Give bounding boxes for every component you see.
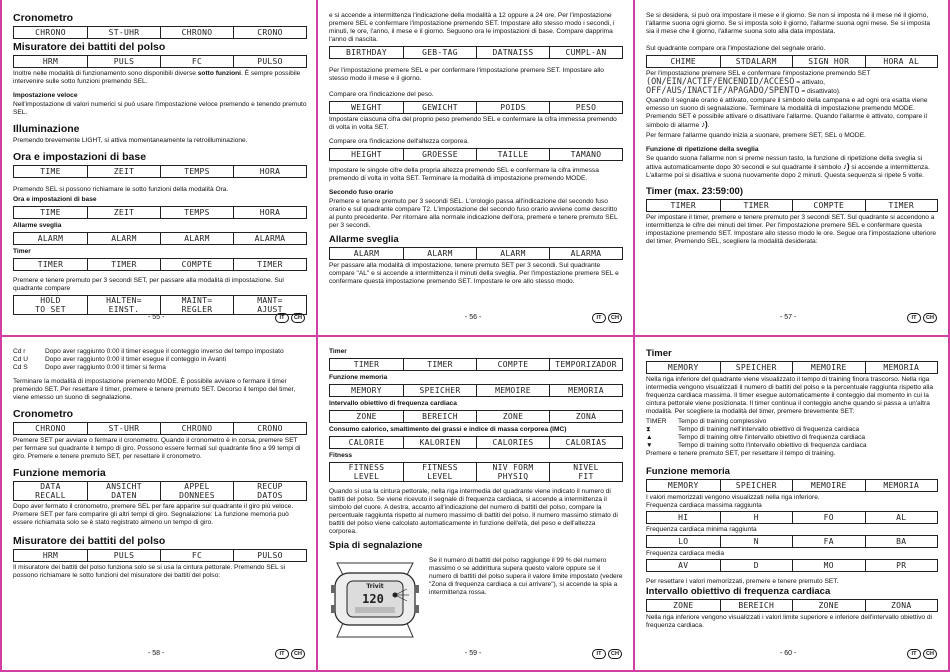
page-number: - 57 - (780, 314, 797, 321)
watch-digits: 120 (362, 592, 384, 606)
lcd-inline-text: (ON/EIN/ACTIF/ENCENDID/ACCESO (646, 77, 795, 87)
body-text: Per l'impostazione premere SEL e confermare l'impostazione premendo SET (646, 70, 871, 77)
page-number: - 56 - (465, 314, 482, 321)
language-badge: IT CH (907, 649, 937, 659)
page-55 (13, 12, 307, 317)
watch-button (415, 605, 419, 613)
lcd-display: CHRONO ST-UHR CHRONO CRONO (13, 26, 307, 39)
lcd-display: HOLD TO SET HALTEN= EINST. MAINT= REGLER MANT= AJUST (13, 295, 307, 315)
section-title: Funzione memoria (646, 466, 730, 477)
list-item: Cd r Dopo aver raggiunto 0:00 il timer esegue il conteggio inverso del tempo impostato (13, 348, 284, 355)
page-58 (13, 348, 307, 582)
definition-list (13, 348, 307, 372)
section-title: Timer (max. 23:59:00) (646, 186, 743, 197)
body-text: Frequenza cardiaca minima raggiunta (646, 526, 757, 533)
lcd-display: ZONE BEREICH ZONE ZONA (329, 410, 623, 423)
lcd-display: CHRONO ST-UHR CHRONO CRONO (13, 422, 307, 435)
page-57: Se si desidera, si può ora impostare il mese e il giorno. Se non si imposta né il mese né il giorno, l'allarme suona ogni giorno. Se si imposta solo il giorno, l'allarme suona ogni mese. Se si imposta sia il mese che il giorno, l'allarme suona solo alla data impostata. Sul quadrante compare ora l'impostazione del segnale orario. CHIME STDALARM SIGN HOR HORA AL Per l'impostazione premere SEL e confermare l'impostazione premendo SET (ON/EIN/ACTIF/ENCENDID/ACCESO = attivato, OFF/AUS/INACTIF/APAGADO/SPENTO = disattivato). Quando il segnale orario è attivato, compare il simbolo della campana e ad ogni ora esatta viene emesso un suono di segnalazione. Terminare la modalità di impostazione premendo MODE. Premendo SET è possibile attivare o disattivare l'allarme. Quando l'allarme è attivato, compare il simbolo di allarme ♪). Per fermare l'allarme quando inizia a suonare, premere SET, SEL o MODE. Funzione di ripetizione della sveglia Se quando suona l'allarme non si preme nessun tasto, la funzione di ripetizione della sveglia si attiva automaticamente dopo 30 secondi e sul quadrante il simbolo ♪) si accende a intermittenza. L'allarme poi si disattiva e suona nuovamente dopo 2 minuti. Questa sequenza si ripete 5 volte. Timer (max. 23:59:00) TIMER TIMER COMPTE TIMER Per impostare il timer, premere e tenere premuto per 3 secondi SET. Sul quadrante si accendono a intermittenza le cifre dei minuti del timer. Per l'impostazione premere SEL e confermare questa impostazione premendo SET. Impostare allo stesso modo le ore. Segue ora l'impostazione ulteriore del timer. Premendo SEL, scegliere la modalità desiderata: (646, 12, 937, 245)
body-text: Se il numero di battiti del polso raggiunge il 99 % del numero massimo o se addirittura supera questo valore oppure se il numero di battiti del polso supera il valore limite impostato (vedere "Zona di frequenza cardiaca a cui arrivare"), si accende la spia a intermittenza rossa. (429, 557, 623, 596)
body-text: Per resettare i valori memorizzati, premere e tenere premuto SET. (646, 578, 839, 585)
page-60 (646, 348, 938, 632)
page-number: - 55 - (148, 314, 165, 321)
lcd-display: TIME ZEIT TEMPS HORA (13, 165, 307, 178)
subsection-title: Timer (329, 348, 347, 355)
section-title: Allarme sveglia (329, 234, 399, 245)
page-number: - 58 - (148, 650, 165, 657)
list-item: ▼ Tempo di training sotto l'intervallo obiettivo di frequenza cardiaca (646, 442, 867, 449)
lcd-display: HEIGHT GROESSE TAILLE TAMANO (329, 148, 623, 161)
body-text: Dopo aver fermato il cronometro, premere SEL per fare apparire sul quadrante il giro più veloce. Premere SET per fare comparire gli altri tempi di giro. Segnalazione: La funzione memoria può essere richiamata solo se è stato registrato almeno un tempo di giro. (13, 503, 294, 526)
language-badge: IT CH (592, 313, 622, 323)
body-text: Quando il segnale orario è attivato, compare il simbolo della campana e ad ogni ora esatta viene emesso un suono di segnalazione. Terminare la modalità di impostazione premendo MODE. Premendo SET è possibile attivare o disattivare l'allarme. Quando l'allarme è attivato, compare il simbolo di allarme ♪). (646, 97, 928, 129)
page-59 (329, 348, 623, 643)
body-text: Premendo brevemente LIGHT, si attiva momentaneamente la retroilluminazione. (13, 137, 248, 144)
frame-line (0, 335, 950, 337)
body-text: Premendo SEL si possono richiamare le sotto funzioni della modalità Ora. (13, 186, 229, 193)
subsection-title: Impostazione veloce (13, 92, 78, 99)
alarm-icon: ♪) (700, 120, 708, 129)
section-title: Funzione memoria (13, 467, 106, 479)
body-text: Premere e tenere premuto per 3 secondi SEL. L'orologio passa all'indicazione del secondo fuso orario e sul quadrante compare T2. L'impostazione del secondo fuso orario avviene come descritto al punto precedente. Per ritornare alla normale indicazione dell'ora, premere e tenere premuto SEL per 3 secondi. (329, 198, 618, 229)
body-text: Premere e tenere premuto SET, per resettare il tempo di training. (646, 450, 836, 457)
list-item: Cd S Dopo aver raggiunto 0:00 il timer si ferma (13, 364, 166, 371)
body-text: Per impostare il timer, premere e tenere premuto per 3 secondi SET. Sul quadrante si accendono a intermittenza le cifre dei minuti del timer. Per l'impostazione premere SEL e confermare questa impostazione premendo SET. Impostare allo stesso modo le ore. Segue ora l'impostazione ulteriore del timer. Premendo SEL, scegliere la modalità desiderata: (646, 214, 937, 245)
lcd-display: MEMORY SPEICHER MEMOIRE MEMORIA (646, 479, 938, 492)
section-title: Cronometro (13, 408, 74, 420)
lcd-display: TIMER TIMER COMPTE TIMER (646, 199, 938, 212)
lcd-display: MEMORY SPEICHER MEMOIRE MEMORIA (646, 361, 938, 374)
alarm-icon: ♪) (842, 162, 850, 171)
body-text: Compare ora l'indicazione del peso. (329, 91, 434, 98)
section-title: Ora e impostazioni di base (13, 151, 147, 163)
section-title: Misuratore dei battiti del polso (13, 535, 166, 547)
body-text: Se quando suona l'allarme non si preme nessun tasto, la funzione di ripetizione della sveglia si attiva automaticamente dopo 30 secondi e sul quadrante il simbolo ♪) si accende a intermittenza. L'allarme poi si disattiva e suona nuovamente dopo 2 minuti. Questa sequenza si ripete 5 volte. (646, 155, 930, 179)
body-text: Impostare le singole cifre della propria altezza premendo SEL e confermare la cifra immessa premendo di volta in volta SET. Terminare la modalità di impostazione premendo MODE. (329, 167, 599, 182)
lcd-display: WEIGHT GEWICHT POIDS PESO (329, 101, 623, 114)
body-text: Per l'impostazione premere SEL e per confermare l'impostazione premere SET. Impostare allo stesso modo il mese e il giorno. (329, 67, 604, 82)
subsection-title: Intervallo obiettivo di frequenza cardiaca (329, 400, 457, 407)
body-text: e si accende a intermittenza l'indicazione della modalità a 12 oppure a 24 ore. Per l'impostazione premere SEL e confermare l'impostazione premendo SET. Impostare allo stesso modo i secondi, i minuti, le ore, l'anno, il mese e il giorno. Seguono ora le impostazioni di base. Compare dapprima l'anno di nascita. (329, 12, 615, 43)
section-title: Timer (646, 348, 672, 359)
body-text: Se si desidera, si può ora impostare il mese e il giorno. Se non si imposta né il mese né il giorno, l'allarme suona ogni giorno. Se si imposta solo il giorno, l'allarme suona ogni mese. Se si imposta sia il mese che il giorno, l'allarme suona solo alla data impostata. (646, 12, 930, 35)
section-title: Cronometro (13, 12, 74, 24)
language-badge: IT CH (275, 649, 305, 659)
list-item: ▲ Tempo di training oltre l'intervallo obiettivo di frequenza cardiaca (646, 434, 866, 441)
body-text: Il misuratore dei battiti del polso funziona solo se si usa la cintura pettorale. Premendo SEL si possono richiamare le sotto funzioni del misuratore dei battiti del polso: (13, 564, 286, 579)
body-text: Frequenza cardiaca massima raggiunta (646, 502, 762, 509)
subsection-title: Timer (13, 248, 31, 255)
watch-button (331, 585, 335, 593)
body-text: Nell'impostazione di valori numerici si può usare l'impostazione veloce premendo e tenendo premuto SEL. (13, 101, 307, 116)
watch-button (415, 585, 419, 593)
lcd-display: TIMER TIMER COMPTE TIMER (13, 258, 307, 271)
lcd-display: ALARM ALARM ALARM ALARMA (13, 232, 307, 245)
body-text: Sul quadrante compare ora l'impostazione del segnale orario. (646, 45, 826, 52)
body-text: Premere e tenere premuto per 3 secondi SET, per passare alla modalità di impostazione. Sul quadrante compare (13, 277, 284, 292)
lcd-display: HI H FO AL (646, 511, 938, 524)
body-text: Impostare ciascuna cifra del proprio peso premendo SEL e confermare la cifra immessa premendo di volta in volta SET. (329, 116, 617, 131)
lcd-display: TIME ZEIT TEMPS HORA (13, 206, 307, 219)
language-badge: IT CH (592, 649, 622, 659)
body-text: Inoltre nelle modalità di funzionamento sono disponibili diverse sotto funzioni. È sempre possibile intervenire sulle sotto funzioni premendo SEL. (13, 70, 301, 85)
subsection-title: Ora e impostazioni di base (13, 196, 97, 203)
body-text: Nella riga inferiore vengono visualizzati i valori limite superiore e inferiore dell'intervallo obiettivo di frequenza cardiaca. (646, 614, 933, 629)
lcd-display: HRM PULS FC PULSO (13, 549, 307, 562)
watch-button (331, 605, 335, 613)
watch-brand: Trivit (366, 583, 384, 590)
lcd-display: AV D MO PR (646, 559, 938, 572)
body-text: Quando si usa la cintura pettorale, nella riga intermedia del quadrante viene indicato il numero di battiti del polso. Se viene ricevuto il segnale di frequenza cardiaca, si accende a intermittenza il simbolo del cuore. A destra, accanto all'indicazione del numero di battiti del polso, compare la percentuale raggiunta rispetto al numero massimo di battiti del polso. Il numero massimo stimato di battiti del polso viene calcolato automaticamente in funzione dell'età, del peso e dell'altezza corporea. (329, 488, 618, 535)
language-badge: IT CH (907, 313, 937, 323)
page-number: - 59 - (465, 650, 482, 657)
lcd-display: ALARM ALARM ALARM ALARMA (329, 247, 623, 260)
list-item: Cd U Dopo aver raggiunto 0:00 il timer esegue il conteggio in Avanti (13, 356, 226, 363)
section-title: Misuratore dei battiti del polso (13, 41, 166, 53)
subsection-title: Allarme sveglia (13, 222, 62, 229)
lcd-display: BIRTHDAY GEB-TAG DATNAISS CUMPL-AN (329, 46, 623, 59)
body-text: Per passare alla modalità di impostazione, tenere premuto SET per 3 secondi. Sul quadrante compare "AL" e si accende a intermittenza il minuti della sveglia. Per l'impostazione premere SEL e confermare questa impostazione premendo SET. Impostare le ore allo stesso modo. (329, 262, 619, 285)
lcd-display: LO N FA BA (646, 535, 938, 548)
subsection-title: Consumo calorico, smaltimento dei grassi e indice di massa corporea (IMC) (329, 426, 567, 433)
list-item: TIMER Tempo di training complessivo (646, 418, 767, 425)
watch-lcd-bar (355, 607, 395, 613)
section-title: Spia di segnalazione (329, 540, 423, 551)
page-56 (329, 12, 623, 288)
subsection-title: Fitness (329, 452, 353, 459)
body-text: Per fermare l'allarme quando inizia a suonare, premere SET, SEL o MODE. (646, 132, 866, 139)
body-text: Nella riga inferiore del quadrante viene visualizzato il tempo di training finora trascorso. Nella riga intermedia vengono visualizzati il numero di battiti del polso e la percentuale raggiunta rispetto alla frequenza cardiaca massima. Il timer esegue automaticamente il conteggio dal momento in cui la cintura pettorale viene posizionata. Il timer continua il conteggio anche quando si passa a un'altra modalità. Per scegliere la modalità del timer, premere brevemente SET: (646, 376, 933, 415)
body-text: Premere SET per avviare o fermare il cronometro. Quando il cronometro è in corsa, premere SET per fermare sul quadrante il tempo di giro. Possono essere fermati sul quadrante fino a 99 tempi di giro. Premere e tenere premuto SET, per resettare il cronometro. (13, 437, 301, 460)
subsection-title: Secondo fuso orario (329, 189, 394, 196)
lcd-display: ZONE BEREICH ZONE ZONA (646, 599, 938, 612)
subsection-title: Funzione memoria (329, 374, 388, 381)
body-text: Compare ora l'indicazione dell'altezza corporea. (329, 138, 469, 145)
lcd-display: HRM PULS FC PULSO (13, 55, 307, 68)
lcd-display: FITNESS LEVEL FITNESS LEVEL NIV FORM PHYSIQ NIVEL FIT (329, 462, 623, 482)
list-item: ⧗ Tempo di training nell'intervallo obiettivo di frequenza cardiaca (646, 426, 860, 433)
section-title: Intervallo obiettivo di frequenza cardiaca (646, 586, 831, 597)
page-number: - 60 - (780, 650, 797, 657)
body-text: I valori memorizzati vengono visualizzati nella riga inferiore. (646, 494, 820, 501)
lcd-display: MEMORY SPEICHER MEMOIRE MEMORIA (329, 384, 623, 397)
section-title: Illuminazione (13, 123, 80, 135)
definition-list (646, 418, 938, 450)
language-badge: IT CH (275, 313, 305, 323)
lcd-inline-text: OFF/AUS/INACTIF/APAGADO/SPENTO (646, 86, 800, 96)
lcd-display: CHIME STDALARM SIGN HOR HORA AL (646, 55, 938, 68)
lcd-display: DATA RECALL ANSICHT DATEN APPEL DONNEES RECUP DATOS (13, 481, 307, 501)
subsection-title: Funzione di ripetizione della sveglia (646, 146, 759, 153)
body-text: Frequenza cardiaca media (646, 550, 725, 557)
lcd-display: CALORIE KALORIEN CALORIES CALORIAS (329, 436, 623, 449)
lcd-display: TIMER TIMER COMPTE TEMPORIZADOR (329, 358, 623, 371)
watch-illustration (329, 555, 421, 643)
body-text: Terminare la modalità di impostazione premendo MODE. È possibile avviare o fermare il timer premendo SET. Per resettare il timer, premere e tenere premuto SET. Decorso il tempo del timer, viene emesso un suono di segnalazione. (13, 378, 296, 401)
